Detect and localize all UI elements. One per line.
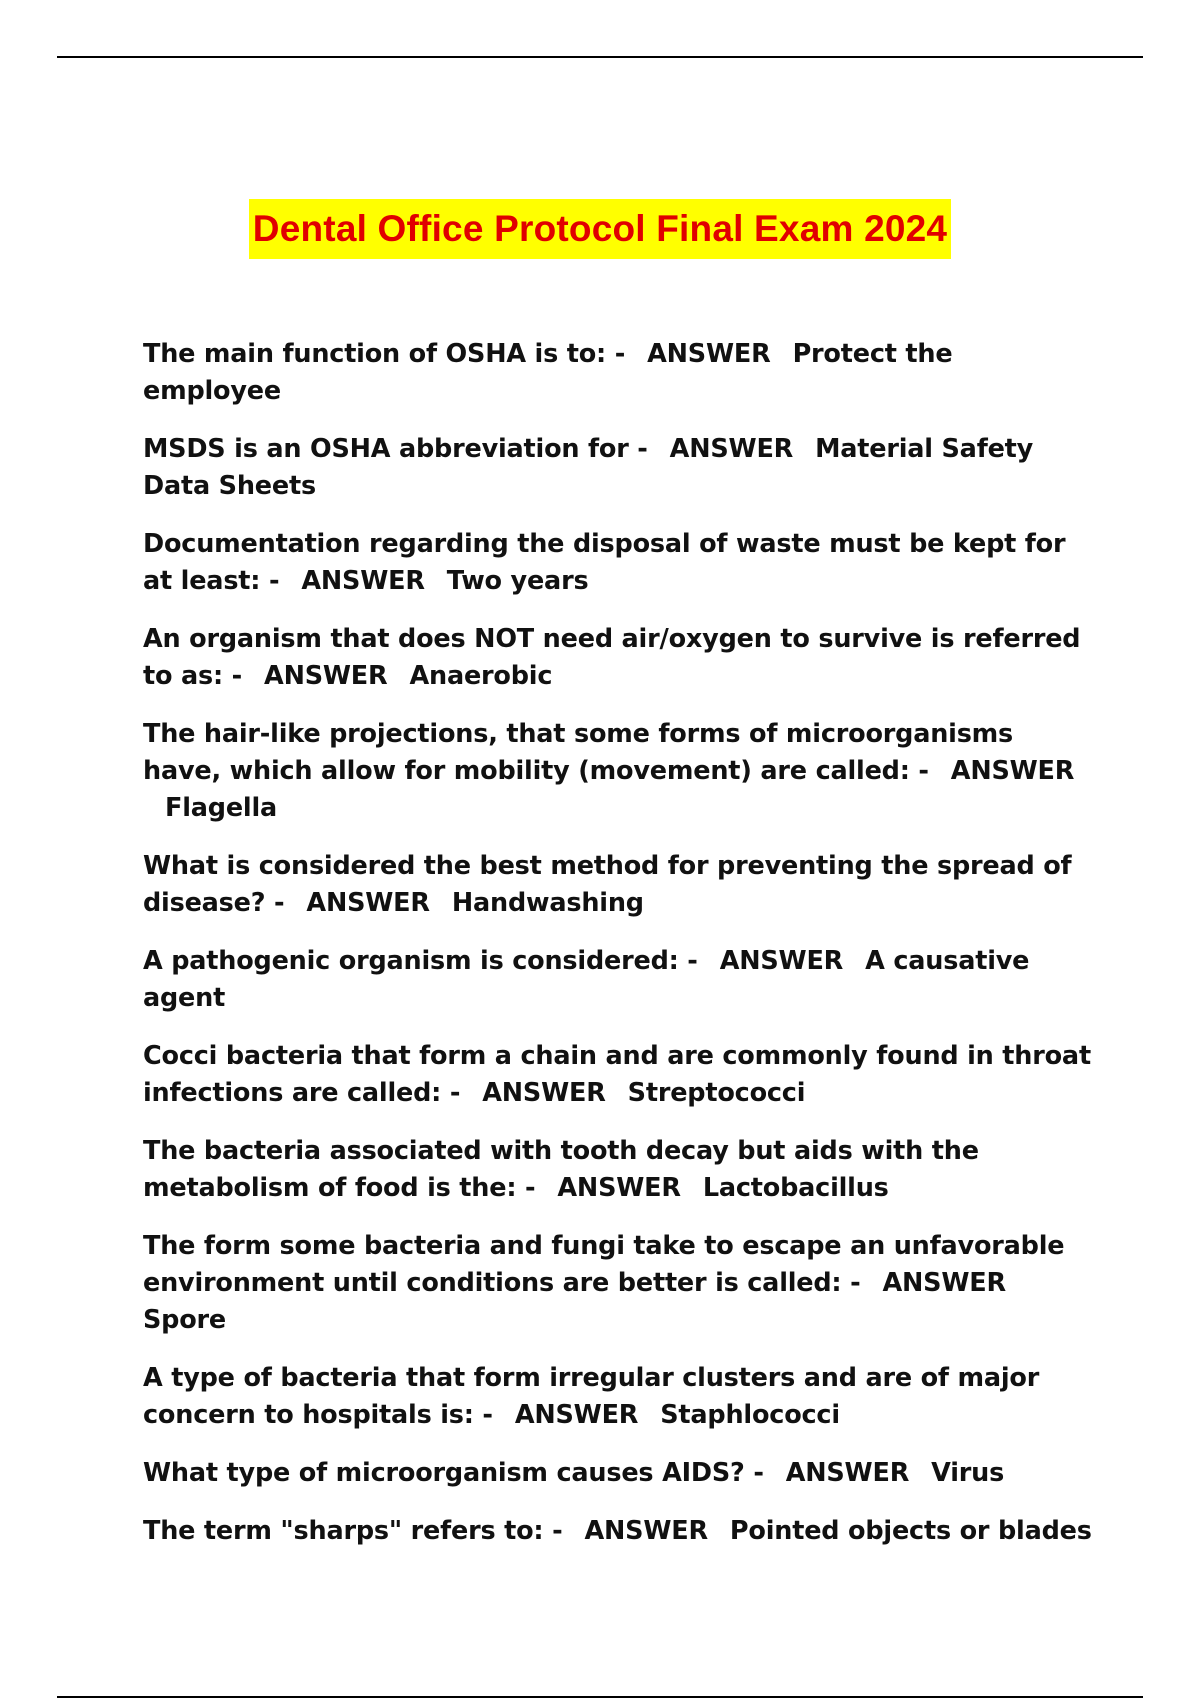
answer-text: Two years	[446, 566, 589, 596]
qa-item	[143, 431, 1093, 505]
question-text: A pathogenic organism is considered: -	[143, 946, 698, 976]
answer-text: Pointed objects or blades	[729, 1516, 1092, 1546]
answer-label: ANSWER	[950, 756, 1075, 786]
question-text: Cocci bacteria that form a chain and are commonly found in throat infections are called: -	[143, 1041, 1091, 1108]
qa-list	[143, 336, 1093, 1571]
top-rule	[57, 56, 1143, 58]
question-text: The bacteria associated with tooth decay but aids with the metabolism of food is the: -	[143, 1136, 979, 1203]
qa-item	[143, 621, 1093, 695]
answer-text: Lactobacillus	[702, 1173, 889, 1203]
answer-text: A causative agent	[143, 946, 1030, 1013]
qa-item	[143, 1455, 1093, 1492]
question-text: The form some bacteria and fungi take to escape an unfavorable environment until conditions are better is called: -	[143, 1231, 1065, 1298]
answer-text: Flagella	[165, 793, 278, 823]
question-text: A type of bacteria that form irregular clusters and are of major concern to hospitals is: -	[143, 1363, 1040, 1430]
answer-text: Virus	[931, 1458, 1005, 1488]
qa-item	[143, 1513, 1093, 1550]
question-text: The main function of OSHA is to: -	[143, 339, 626, 369]
answer-label: ANSWER	[514, 1400, 639, 1430]
qa-item	[143, 1133, 1093, 1207]
qa-item	[143, 1228, 1093, 1339]
answer-text: Anaerobic	[409, 661, 553, 691]
answer-label: ANSWER	[264, 661, 388, 691]
answer-label: ANSWER	[669, 434, 794, 464]
answer-label: ANSWER	[719, 946, 844, 976]
question-text: Documentation regarding the disposal of waste must be kept for at least: -	[143, 529, 1066, 596]
qa-item	[143, 526, 1093, 600]
answer-text: Handwashing	[451, 888, 644, 918]
question-text: What type of microorganism causes AIDS? -	[143, 1458, 764, 1488]
answer-label: ANSWER	[647, 339, 771, 369]
question-text: MSDS is an OSHA abbreviation for -	[143, 434, 648, 464]
question-text: The hair-like projections, that some forms of microorganisms have, which allow for mobility (movement) are called: -	[143, 719, 1014, 786]
answer-text: Staphlococci	[660, 1400, 840, 1430]
qa-item	[143, 716, 1093, 827]
document-title: Dental Office Protocol Final Exam 2024	[249, 199, 951, 259]
question-text: The term "sharps" refers to: -	[143, 1516, 563, 1546]
answer-text: Protect the employee	[143, 339, 953, 406]
title-container	[0, 199, 1200, 259]
answer-label: ANSWER	[882, 1268, 1006, 1298]
answer-label: ANSWER	[785, 1458, 910, 1488]
qa-item	[143, 943, 1093, 1017]
answer-label: ANSWER	[482, 1078, 606, 1108]
question-text: What is considered the best method for preventing the spread of disease? -	[143, 851, 1072, 918]
answer-label: ANSWER	[584, 1516, 708, 1546]
answer-label: ANSWER	[301, 566, 425, 596]
answer-text: Spore	[143, 1305, 227, 1335]
qa-item	[143, 848, 1093, 922]
qa-item	[143, 1038, 1093, 1112]
qa-item	[143, 1360, 1093, 1434]
answer-text: Streptococci	[627, 1078, 806, 1108]
answer-text: Material Safety Data Sheets	[143, 434, 1034, 501]
bottom-rule	[57, 1696, 1143, 1698]
answer-label: ANSWER	[306, 888, 430, 918]
qa-item	[143, 336, 1093, 410]
question-text: An organism that does NOT need air/oxygen to survive is referred to as: -	[143, 624, 1081, 691]
answer-label: ANSWER	[557, 1173, 681, 1203]
